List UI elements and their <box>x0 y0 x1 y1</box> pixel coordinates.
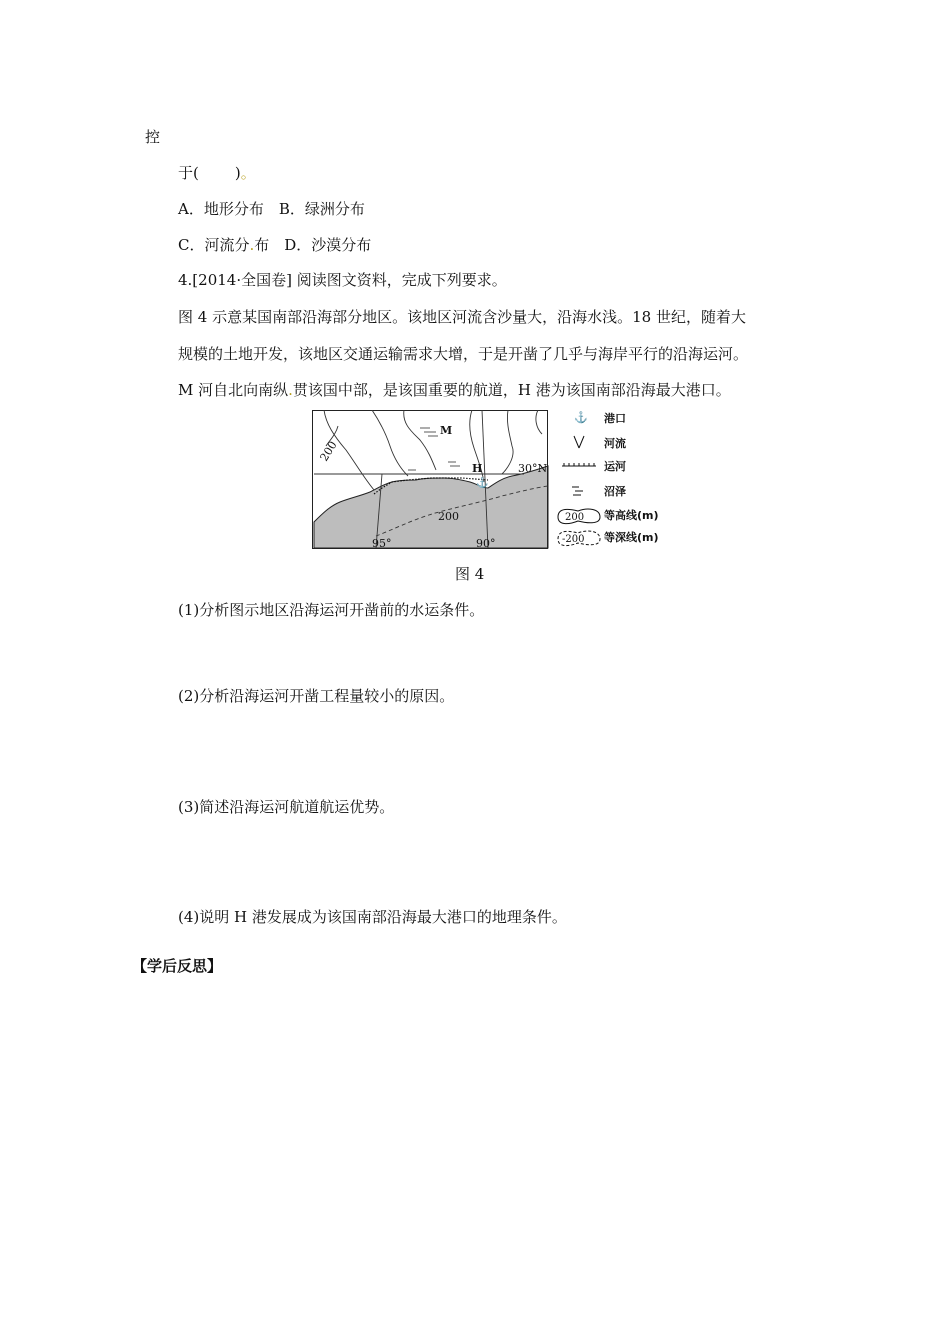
river-line <box>502 410 513 474</box>
contour-icon <box>556 505 602 527</box>
legend-canal-label: 运河 <box>604 460 626 473</box>
river-line <box>404 410 436 470</box>
question-4-header: 4.[2014·全国卷] 阅读图文资料，完成下列要求。 <box>178 271 507 289</box>
marker-dot: . <box>288 381 293 399</box>
marker-dot: . <box>249 236 255 254</box>
question-4-paragraph-line3 <box>178 380 731 400</box>
figure-caption: 图 4 <box>455 565 485 583</box>
sub-question-4: (4)说明 H 港发展成为该国南部沿海最大港口的地理条件。 <box>178 908 567 926</box>
depth-label: 200 <box>438 510 459 523</box>
river-line <box>536 410 542 434</box>
marsh-symbols <box>408 428 460 474</box>
river-m-label: M <box>440 424 453 437</box>
river-line <box>372 410 408 476</box>
question-3-stem <box>178 163 256 183</box>
longitude-95-label: 95° <box>372 537 392 550</box>
anchor-icon: ⚓ <box>476 478 489 489</box>
latitude-label: 30°N <box>518 462 548 475</box>
anchor-icon: ⚓ <box>574 411 588 424</box>
reflection-heading: 【学后反思】 <box>132 957 223 975</box>
para-line3-a: M 河自北向南纵 <box>178 381 289 399</box>
depth-value: -200 <box>562 534 585 545</box>
river-fork-icon <box>572 434 586 450</box>
question-4-paragraph-line1: 图 4 示意某国南部沿海部分地区。该地区河流含沙量大，沿海水浅。18 世纪，随着大 <box>178 308 746 326</box>
sub-question-1: (1)分析图示地区沿海运河开凿前的水运条件。 <box>178 601 485 619</box>
map-legend <box>556 410 686 550</box>
question-3-options-ab: A．地形分布 B．绿洲分布 <box>178 200 365 218</box>
para-line3-b: 贯该国中部，是该国重要的航道，H 港为该国南部沿海最大港口。 <box>292 381 731 399</box>
sub-question-2: (2)分析沿海运河开凿工程量较小的原因。 <box>178 687 455 705</box>
depth-contour-icon <box>556 527 602 549</box>
contour-value: 200 <box>565 512 585 523</box>
stem-prefix: 于( <box>178 164 199 182</box>
stem-suffix: ) <box>234 164 241 182</box>
contour-label: 200 <box>317 438 340 464</box>
options-part-b: 布 D．沙漠分布 <box>254 236 372 254</box>
text-fragment: 控 <box>145 128 161 146</box>
question-3-options-cd <box>178 235 371 255</box>
legend-port-label: 港口 <box>604 412 626 425</box>
longitude-90-label: 90° <box>476 537 496 550</box>
stem-end: 。 <box>240 164 256 182</box>
legend-depth-label: 等深线(m) <box>604 531 659 544</box>
sub-question-3: (3)简述沿海运河航道航运优势。 <box>178 798 395 816</box>
legend-river-label: 河流 <box>604 437 626 450</box>
canal-icon <box>562 460 596 470</box>
legend-marsh-label: 沼泽 <box>604 485 626 498</box>
marsh-icon <box>570 484 586 498</box>
question-4-paragraph-line2: 规模的土地开发，该地区交通运输需求大增，于是开凿了几乎与海岸平行的沿海运河。 <box>178 345 749 363</box>
options-part-a: C．河流分 <box>178 236 250 254</box>
port-h-label: H <box>472 462 483 475</box>
legend-contour-label: 等高线(m) <box>604 509 659 522</box>
